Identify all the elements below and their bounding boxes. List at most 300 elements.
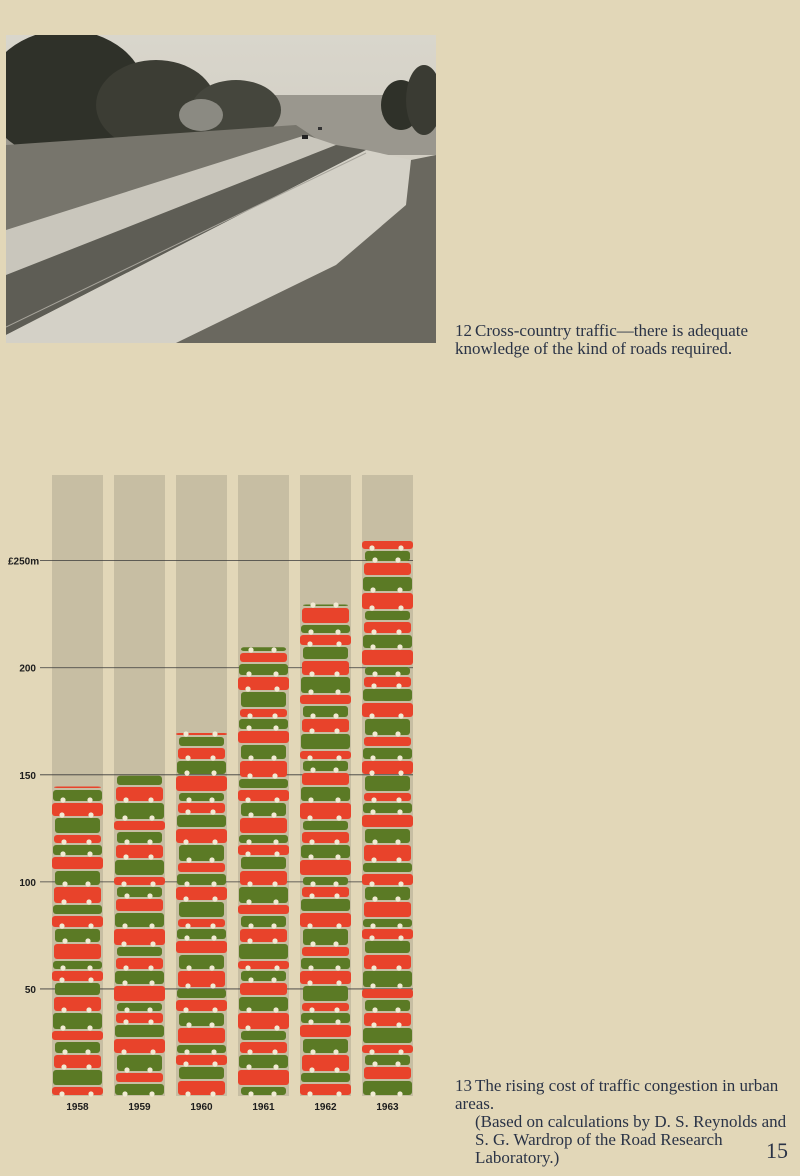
wheel-mark <box>59 812 64 817</box>
vehicle-block <box>303 877 348 885</box>
wheel-mark <box>372 671 377 676</box>
wheel-mark <box>334 839 339 844</box>
wheel-mark <box>210 809 215 814</box>
vehicle-block <box>240 818 287 833</box>
wheel-mark <box>87 797 92 802</box>
wheel-mark <box>398 881 403 886</box>
wheel-mark <box>59 1091 64 1096</box>
wheel-mark <box>271 755 276 760</box>
vehicle-block <box>116 958 163 969</box>
vehicle-block <box>55 929 100 942</box>
wheel-mark <box>121 881 126 886</box>
wheel-mark <box>245 965 250 970</box>
vehicle-block <box>365 551 410 561</box>
wheel-mark <box>209 965 214 970</box>
figure-13-line3: S. G. Wardrop of the Road Research Laboratory.) <box>475 1130 723 1167</box>
wheel-mark <box>397 644 402 649</box>
vehicle-block <box>239 779 288 788</box>
vehicle-block <box>238 1013 289 1029</box>
wheel-mark <box>59 923 64 928</box>
vehicle-block <box>239 664 288 675</box>
figure-13-line2: (Based on calculations by D. S. Reynolds and <box>475 1112 787 1131</box>
vehicle-block <box>239 944 288 959</box>
wheel-mark <box>149 815 154 820</box>
wheel-mark <box>308 689 313 694</box>
wheel-mark <box>88 923 93 928</box>
wheel-mark <box>87 965 92 970</box>
wheel-mark <box>122 980 127 985</box>
vehicle-block <box>239 887 288 903</box>
vehicle-block <box>365 941 410 953</box>
vehicle-block <box>302 661 349 675</box>
wheel-mark <box>246 899 251 904</box>
vehicle-block <box>301 625 350 633</box>
bar-1960 <box>176 731 227 1096</box>
wheel-mark <box>371 857 376 862</box>
vehicle-block <box>178 1028 225 1043</box>
vehicle-block <box>115 1084 164 1095</box>
wheel-mark <box>86 839 91 844</box>
wheel-mark <box>397 809 402 814</box>
wheel-mark <box>369 545 374 550</box>
y-tick-label-250: £250m <box>8 556 40 568</box>
wheel-mark <box>246 671 251 676</box>
wheel-mark <box>274 965 279 970</box>
wheel-mark <box>271 1091 276 1096</box>
wheel-mark <box>370 809 375 814</box>
vehicle-block <box>54 835 101 843</box>
vehicle-block <box>363 748 412 759</box>
x-tick-label-1963: 1963 <box>376 1102 399 1113</box>
vehicle-block <box>303 604 348 606</box>
wheel-mark <box>334 1067 339 1072</box>
vehicle-block <box>302 832 349 843</box>
wheel-mark <box>209 857 214 862</box>
figure-12-caption <box>455 322 795 358</box>
wheel-mark <box>150 1049 155 1054</box>
vehicle-block <box>302 1003 349 1011</box>
vehicle-block <box>302 1055 349 1071</box>
vehicle-block <box>240 761 287 777</box>
congestion-cost-chart <box>0 470 440 1130</box>
page-number: 15 <box>766 1138 788 1163</box>
figure-12-number: 12 <box>455 321 472 340</box>
wheel-mark <box>88 812 93 817</box>
wheel-mark <box>273 1064 278 1069</box>
wheel-mark <box>369 1049 374 1054</box>
vehicle-block <box>114 986 165 1001</box>
wheel-mark <box>185 923 190 928</box>
vehicle-block <box>54 997 101 1011</box>
vehicle-block <box>52 1031 103 1040</box>
wheel-mark <box>271 977 276 982</box>
vehicle-block <box>241 647 286 651</box>
wheel-mark <box>247 713 252 718</box>
wheel-mark <box>61 899 66 904</box>
vehicle-block <box>239 1055 288 1068</box>
vehicle-block <box>365 776 410 791</box>
vehicle-block <box>240 653 287 662</box>
wheel-mark <box>308 1019 313 1024</box>
vehicle-block <box>115 1025 164 1037</box>
vehicle-block <box>117 776 162 785</box>
vehicle-block <box>364 737 411 746</box>
wheel-mark <box>185 809 190 814</box>
vehicle-block <box>364 1067 411 1079</box>
wheel-mark <box>149 923 154 928</box>
vehicle-block <box>363 577 412 591</box>
wheel-mark <box>307 980 312 985</box>
y-tick-label-200: 200 <box>19 663 36 675</box>
vehicle-block <box>303 821 348 830</box>
vehicle-block <box>115 860 164 875</box>
wheel-mark <box>86 899 91 904</box>
wheel-mark <box>246 1007 251 1012</box>
vehicle-block <box>117 832 162 843</box>
wheel-mark <box>334 728 339 733</box>
wheel-mark <box>309 839 314 844</box>
wheel-mark <box>272 773 277 778</box>
wheel-mark <box>147 839 152 844</box>
wheel-mark <box>148 965 153 970</box>
vehicle-block <box>363 863 412 872</box>
wheel-mark <box>310 713 315 718</box>
wheel-mark <box>87 851 92 856</box>
vehicle-block <box>240 1042 287 1053</box>
wheel-mark <box>186 797 191 802</box>
wheel-mark <box>397 983 402 988</box>
vehicle-block <box>179 845 224 861</box>
wheel-mark <box>397 1091 402 1096</box>
figure-13-caption <box>455 1077 795 1167</box>
wheel-mark <box>123 965 128 970</box>
vehicle-block <box>302 887 349 897</box>
wheel-mark <box>62 1049 67 1054</box>
vehicle-block <box>52 857 103 869</box>
wheel-mark <box>212 731 217 736</box>
wheel-mark <box>88 1091 93 1096</box>
wheel-mark <box>247 773 252 778</box>
wheel-mark <box>398 713 403 718</box>
wheel-mark <box>398 770 403 775</box>
vehicle-block <box>302 608 349 623</box>
wheel-mark <box>271 812 276 817</box>
wheel-mark <box>184 1049 189 1054</box>
wheel-mark <box>396 1022 401 1027</box>
wheel-mark <box>372 731 377 736</box>
wheel-mark <box>395 1061 400 1066</box>
wheel-mark <box>209 797 214 802</box>
wheel-mark <box>372 839 377 844</box>
x-tick-label-1962: 1962 <box>314 1102 337 1113</box>
wheel-mark <box>273 899 278 904</box>
wheel-mark <box>184 935 189 940</box>
wheel-mark <box>307 923 312 928</box>
wheel-mark <box>122 923 127 928</box>
vehicle-block <box>302 947 349 956</box>
vehicle-block <box>55 983 100 995</box>
vehicle-block <box>365 1000 410 1011</box>
vehicle-block <box>364 1013 411 1026</box>
wheel-mark <box>247 1049 252 1054</box>
vehicle-block <box>176 941 227 953</box>
wheel-mark <box>248 1091 253 1096</box>
vehicle-block <box>241 971 286 981</box>
wheel-mark <box>274 686 279 691</box>
vehicle-block <box>115 913 164 927</box>
vehicle-block <box>363 919 412 927</box>
wheel-mark <box>212 896 217 901</box>
wheel-mark <box>333 881 338 886</box>
figure-12-text: Cross-country traffic—there is adequate knowledge of the kind of roads required. <box>455 321 749 358</box>
wheel-mark <box>211 881 216 886</box>
vehicle-block <box>301 787 350 801</box>
wheel-mark <box>150 881 155 886</box>
vehicle-block <box>300 695 351 704</box>
vehicle-block <box>53 961 102 969</box>
wheel-mark <box>147 893 152 898</box>
vehicle-block <box>301 1013 350 1023</box>
figure-13-number: 13 <box>455 1076 472 1095</box>
wheel-mark <box>271 923 276 928</box>
wheel-mark <box>308 965 313 970</box>
wheel-mark <box>274 851 279 856</box>
wheel-mark <box>307 815 312 820</box>
bar-1959 <box>114 776 165 1097</box>
wheel-mark <box>246 725 251 730</box>
vehicle-block <box>116 787 163 801</box>
vehicle-block <box>177 874 226 885</box>
wheel-mark <box>310 767 315 772</box>
vehicle-block <box>241 916 286 927</box>
vehicle-block <box>177 989 226 998</box>
wheel-mark <box>309 1007 314 1012</box>
vehicle-block <box>53 905 102 914</box>
figure-13-line1: The rising cost of traffic congestion in urban areas. <box>455 1076 779 1113</box>
wheel-mark <box>124 1007 129 1012</box>
wheel-mark <box>183 1061 188 1066</box>
vehicle-block <box>364 677 411 687</box>
wheel-mark <box>335 629 340 634</box>
wheel-mark <box>336 923 341 928</box>
wheel-mark <box>122 1091 127 1096</box>
wheel-mark <box>124 839 129 844</box>
wheel-mark <box>183 731 188 736</box>
vehicle-block <box>301 677 350 693</box>
wheel-mark <box>336 1091 341 1096</box>
wheel-mark <box>274 797 279 802</box>
wheel-mark <box>309 728 314 733</box>
vehicle-block <box>241 692 286 707</box>
wheel-mark <box>149 1091 154 1096</box>
wheel-mark <box>183 1007 188 1012</box>
y-tick-label-100: 100 <box>19 877 36 889</box>
vehicle-block <box>300 860 351 875</box>
wheel-mark <box>248 647 253 652</box>
vehicle-block <box>363 1081 412 1095</box>
vehicle-block <box>301 899 350 911</box>
wheel-mark <box>186 857 191 862</box>
wheel-mark <box>371 797 376 802</box>
wheel-mark <box>248 755 253 760</box>
vehicle-block <box>365 719 410 735</box>
wheel-mark <box>123 854 128 859</box>
vehicle-block <box>54 887 101 903</box>
vehicle-block <box>303 647 348 659</box>
wheel-mark <box>183 839 188 844</box>
y-tick-label-50: 50 <box>24 984 36 996</box>
wheel-mark <box>370 923 375 928</box>
wheel-mark <box>336 980 341 985</box>
vehicle-block <box>53 790 102 801</box>
vehicle-block <box>240 709 287 717</box>
wheel-mark <box>86 1007 91 1012</box>
wheel-mark <box>122 815 127 820</box>
wheel-mark <box>248 923 253 928</box>
wheel-mark <box>62 938 67 943</box>
vehicle-block <box>362 650 413 665</box>
wheel-mark <box>396 857 401 862</box>
wheel-mark <box>212 1061 217 1066</box>
wheel-mark <box>334 893 339 898</box>
bar-1963 <box>362 541 413 1097</box>
wheel-mark <box>85 881 90 886</box>
wheel-mark <box>121 1049 126 1054</box>
wheel-mark <box>210 1091 215 1096</box>
vehicle-block <box>55 1042 100 1053</box>
wheel-mark <box>336 755 341 760</box>
chart-canvas <box>0 470 440 1130</box>
vehicle-block <box>365 611 410 620</box>
wheel-mark <box>272 938 277 943</box>
vehicle-block <box>241 1031 286 1040</box>
wheel-mark <box>336 641 341 646</box>
wheel-mark <box>396 629 401 634</box>
wheel-mark <box>396 797 401 802</box>
wheel-mark <box>309 1067 314 1072</box>
vehicle-block <box>302 719 349 732</box>
vehicle-block <box>239 997 288 1011</box>
wheel-mark <box>272 881 277 886</box>
vehicle-block <box>241 803 286 816</box>
vehicle-block <box>363 803 412 813</box>
vehicle-block <box>364 902 411 917</box>
wheel-mark <box>60 1025 65 1030</box>
vehicle-block <box>177 815 226 827</box>
vehicle-block <box>303 706 348 717</box>
wheel-mark <box>245 1025 250 1030</box>
wheel-mark <box>149 980 154 985</box>
vehicle-block <box>240 871 287 885</box>
wheel-mark <box>372 1061 377 1066</box>
vehicle-block <box>364 563 411 575</box>
wheel-mark <box>210 755 215 760</box>
wheel-mark <box>150 941 155 946</box>
wheel-mark <box>307 1091 312 1096</box>
wheel-mark <box>334 1007 339 1012</box>
vehicle-block <box>117 1003 162 1011</box>
vehicle-block <box>179 1013 224 1026</box>
wheel-mark <box>247 881 252 886</box>
wheel-mark <box>310 881 315 886</box>
wheel-mark <box>184 881 189 886</box>
wheel-mark <box>147 1007 152 1012</box>
wheel-mark <box>307 755 312 760</box>
vehicle-block <box>178 971 225 987</box>
vehicle-block <box>303 986 348 1001</box>
vehicle-block <box>303 1039 348 1053</box>
road-photograph <box>6 35 436 343</box>
wheel-mark <box>245 851 250 856</box>
wheel-mark <box>61 839 66 844</box>
wheel-mark <box>88 977 93 982</box>
wheel-mark <box>273 1007 278 1012</box>
road-photo-image <box>6 35 436 343</box>
wheel-mark <box>209 1022 214 1027</box>
vehicle-block <box>363 1028 412 1043</box>
vehicle-block <box>116 1013 163 1023</box>
vehicle-block <box>364 955 411 969</box>
vehicle-block <box>117 1055 162 1071</box>
wheel-mark <box>247 938 252 943</box>
vehicle-block <box>239 835 288 843</box>
vehicle-block <box>178 919 225 927</box>
wheel-mark <box>248 977 253 982</box>
vehicle-block <box>241 745 286 759</box>
wheel-mark <box>370 755 375 760</box>
wheel-mark <box>371 629 376 634</box>
vehicle-block <box>54 1055 101 1068</box>
wheel-mark <box>60 851 65 856</box>
wheel-mark <box>398 605 403 610</box>
vehicle-block <box>55 818 100 833</box>
wheel-mark <box>310 941 315 946</box>
wheel-mark <box>333 602 338 607</box>
wheel-mark <box>371 1022 376 1027</box>
wheel-mark <box>307 641 312 646</box>
wheel-mark <box>310 602 315 607</box>
wheel-mark <box>369 605 374 610</box>
column-background-1962 <box>300 475 351 1096</box>
wheel-mark <box>148 854 153 859</box>
vehicle-block <box>241 857 286 869</box>
vehicle-block <box>54 787 101 789</box>
wheel-mark <box>212 839 217 844</box>
vehicle-block <box>116 899 163 911</box>
wheel-mark <box>60 797 65 802</box>
vehicle-block <box>116 845 163 858</box>
vehicle-block <box>179 955 224 969</box>
wheel-mark <box>212 1007 217 1012</box>
wheel-mark <box>86 1064 91 1069</box>
wheel-mark <box>271 647 276 652</box>
wheel-mark <box>61 1064 66 1069</box>
vehicle-block <box>179 737 224 746</box>
vehicle-block <box>178 748 225 759</box>
vehicle-block <box>116 1073 163 1082</box>
wheel-mark <box>336 815 341 820</box>
vehicle-block <box>117 947 162 956</box>
wheel-mark <box>397 587 402 592</box>
vehicle-block <box>179 793 224 801</box>
vehicle-block <box>301 958 350 969</box>
wheel-mark <box>185 983 190 988</box>
vehicle-block <box>240 929 287 942</box>
wheel-mark <box>211 935 216 940</box>
wheel-mark <box>148 1019 153 1024</box>
wheel-mark <box>372 1007 377 1012</box>
wheel-mark <box>273 725 278 730</box>
